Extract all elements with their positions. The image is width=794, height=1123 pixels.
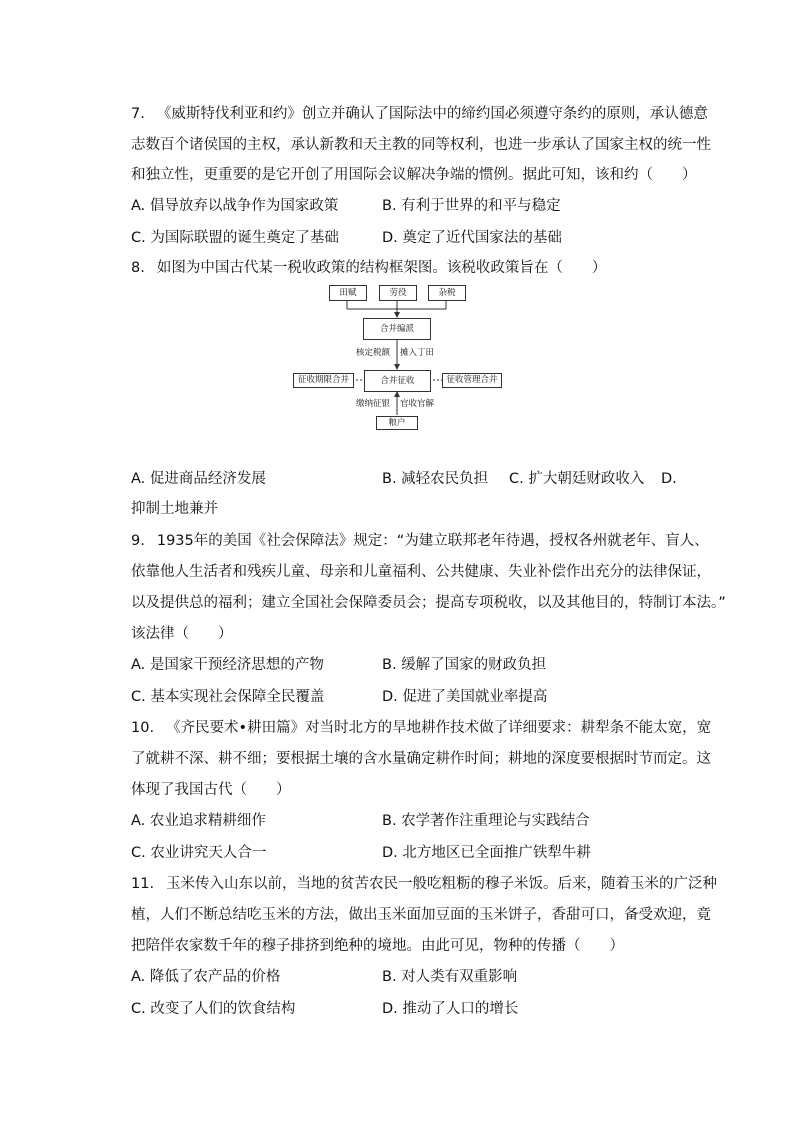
q11-text-1: 玉米传入山东以前，当地的贫苦农民一般吃粗粝的穆子米饭。后来，随着玉米的广泛种 — [166, 876, 718, 892]
q11-line-1 — [131, 874, 717, 894]
diagram-label-assess-tax: 核定税额 — [356, 348, 391, 358]
q9-option-d: D. 促进了美国就业率提高 — [382, 689, 548, 705]
q9-number: 9. — [131, 533, 145, 549]
q7-option-c: C. 为国际联盟的诞生奠定了基础 — [131, 230, 339, 246]
q9-option-c: C. 基本实现社会保障全民覆盖 — [131, 689, 325, 705]
q9-line-3: 以及提供总的福利；建立全国社会保障委员会；提高专项税收，以及其他目的，特制订本法。” — [131, 595, 726, 611]
q7-option-a: A. 倡导放弃以战争作为国家政策 — [131, 198, 339, 214]
q8-option-a: A. 促进商品经济发展 — [131, 471, 266, 487]
diagram-box-zashui: 杂税 — [428, 285, 466, 301]
diagram-box-laoyi: 劳役 — [379, 285, 417, 301]
diagram-box-admin-merge: 征收管理合并 — [442, 373, 502, 388]
q8-option-b: B. 减轻农民负担 — [382, 471, 489, 487]
diagram-label-official-collect: 官收官解 — [400, 399, 435, 409]
q9-line-4: 该法律（ ） — [131, 626, 233, 642]
q7-line-2: 志数百个诸侯国的主权，承认新教和天主教的同等权利，也进一步承认了国家主权的统一性 — [131, 137, 711, 153]
q10-option-c: C. 农业讲究天人合一 — [131, 845, 267, 861]
q8-option-d-label: D. — [661, 471, 677, 487]
diagram-label-pay-silver: 缴纳征银 — [356, 399, 391, 409]
q9-text-1: 1935年的美国《社会保障法》规定：“为建立联邦老年待遇，授权各州就老年、盲人、 — [156, 533, 709, 549]
q7-text-1: 《威斯特伐利亚和约》创立并确认了国际法中的缔约国必须遵守条约的原则，承认德意 — [156, 106, 708, 122]
q10-text-1: 《齐民要术•耕田篇》对当时北方的旱地耕作技术做了详细要求：耕犁条不能太宽，宽 — [166, 720, 712, 736]
diagram-connectors — [290, 283, 505, 431]
diagram-box-tianfu: 田赋 — [329, 285, 367, 301]
q10-line-1 — [131, 718, 711, 738]
q10-line-3: 体现了我国古代（ ） — [131, 782, 291, 798]
diagram-box-households: 粮户 — [376, 416, 418, 430]
q8-line-1 — [131, 258, 606, 278]
q7-line-1 — [131, 104, 708, 124]
diagram-box-merge-collect: 合并征收 — [364, 370, 431, 392]
q7-line-3: 和独立性，更重要的是它开创了用国际会议解决争端的惯例。据此可知，该和约（ ） — [131, 167, 697, 183]
q9-option-b: B. 缓解了国家的财政负担 — [382, 657, 547, 673]
q9-option-a: A. 是国家干预经济思想的产物 — [131, 657, 324, 673]
q11-option-b: B. 对人类有双重影响 — [382, 969, 518, 985]
tax-structure-diagram — [290, 283, 505, 431]
q8-option-d-text: 抑制土地兼并 — [131, 501, 218, 517]
q11-number: 11. — [131, 876, 155, 892]
q8-number: 8. — [131, 260, 145, 276]
diagram-box-period-merge: 征收期限合并 — [293, 373, 354, 388]
q10-line-2: 了就耕不深、耕不细；要根据土壤的含水量确定耕作时间；耕地的深度要根据时节而定。这 — [131, 751, 711, 767]
q10-number: 10. — [131, 720, 155, 736]
q7-option-b: B. 有利于世界的和平与稳定 — [382, 198, 561, 214]
q10-option-d: D. 北方地区已全面推广铁犁牛耕 — [382, 845, 591, 861]
q9-line-1 — [131, 531, 709, 551]
q11-option-c: C. 改变了人们的饮食结构 — [131, 1001, 296, 1017]
q11-option-a: A. 降低了农产品的价格 — [131, 969, 281, 985]
q9-line-2: 依靠他人生活者和残疾儿童、母亲和儿童福利、公共健康、失业补偿作出充分的法律保证， — [131, 564, 711, 580]
q7-option-d: D. 奠定了近代国家法的基础 — [382, 230, 562, 246]
q8-text-1: 如图为中国古代某一税收政策的结构框架图。该税收政策旨在（ ） — [156, 260, 607, 276]
q11-option-d: D. 推动了人口的增长 — [382, 1001, 519, 1017]
diagram-label-apportion: 摊入丁田 — [400, 348, 435, 358]
q10-option-b: B. 农学著作注重理论与实践结合 — [382, 813, 590, 829]
q11-line-2: 植，人们不断总结吃玉米的方法，做出玉米面加豆面的玉米饼子，香甜可口，备受欢迎，竟 — [131, 907, 711, 923]
q10-option-a: A. 农业追求精耕细作 — [131, 813, 266, 829]
diagram-box-merge-assign: 合并编派 — [363, 318, 431, 340]
q7-number: 7. — [131, 106, 145, 122]
q11-line-3: 把陪伴农家数千年的穆子排挤到绝种的境地。由此可见，物种的传播（ ） — [131, 938, 624, 954]
q8-option-c: C. 扩大朝廷财政收入 — [509, 471, 645, 487]
